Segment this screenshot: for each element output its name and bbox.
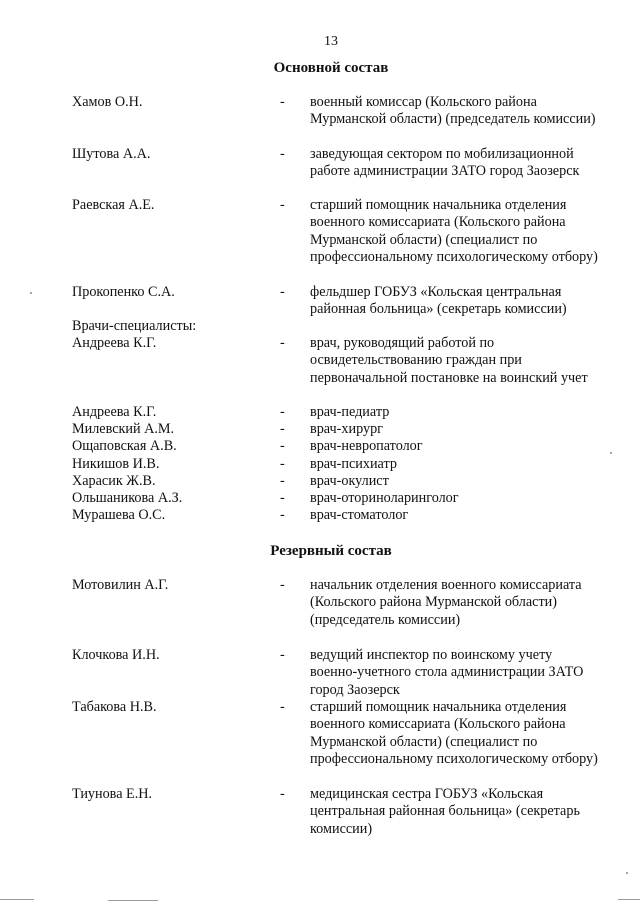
reserve-role: старший помощник начальника отделения военного комиссариата (Кольского района Мурманской области) (специалист по профессиональному психологическому отбору) bbox=[310, 699, 598, 768]
specialist-role: врач-невропатолог bbox=[310, 438, 423, 454]
member-dash: - bbox=[280, 94, 285, 110]
specialist-role: врач-окулист bbox=[310, 473, 389, 489]
reserve-dash: - bbox=[280, 786, 285, 802]
specialist-role: врач-психиатр bbox=[310, 456, 397, 472]
member-name: Шутова А.А. bbox=[72, 146, 151, 162]
specialist-role: врач-педиатр bbox=[310, 404, 390, 420]
specialist-dash: - bbox=[280, 335, 285, 351]
specialist-name: Ольшаникова А.З. bbox=[72, 490, 183, 506]
reserve-dash: - bbox=[280, 699, 285, 715]
specialist-name: Милевский А.М. bbox=[72, 421, 175, 437]
reserve-role: начальник отделения военного комиссариата (Кольского района Мурманской области) (председатель комиссии) bbox=[310, 577, 582, 628]
reserve-name: Тиунова Е.Н. bbox=[72, 786, 153, 802]
scan-artifact-line bbox=[0, 899, 34, 900]
member-role: старший помощник начальника отделения военного комиссариата (Кольского района Мурманской области) (специалист по профессиональному психологическому отбору) bbox=[310, 197, 598, 266]
specialist-role: врач-оториноларинголог bbox=[310, 490, 459, 506]
specialist-name: Харасик Ж.В. bbox=[72, 473, 156, 489]
member-name: Раевская А.Е. bbox=[72, 197, 155, 213]
specialist-role: врач-стоматолог bbox=[310, 507, 409, 523]
reserve-name: Мотовилин А.Г. bbox=[72, 577, 169, 593]
specialist-dash: - bbox=[280, 507, 285, 523]
member-role: заведующая сектором по мобилизационной работе администрации ЗАТО город Заозерск bbox=[310, 146, 580, 180]
member-role: фельдшер ГОБУЗ «Кольская центральная районная больница» (секретарь комиссии) bbox=[310, 284, 567, 318]
member-role: военный комиссар (Кольского района Мурманской области) (председатель комиссии) bbox=[310, 94, 596, 128]
specialist-name: Андреева К.Г. bbox=[72, 335, 157, 351]
reserve-role: медицинская сестра ГОБУЗ «Кольская центральная районная больница» (секретарь комиссии) bbox=[310, 786, 580, 837]
specialist-name: Андреева К.Г. bbox=[72, 404, 157, 420]
specialist-dash: - bbox=[280, 404, 285, 420]
specialist-dash: - bbox=[280, 490, 285, 506]
page-number: 13 bbox=[324, 34, 338, 49]
member-dash: - bbox=[280, 284, 285, 300]
scan-speck bbox=[626, 872, 628, 874]
specialist-name: Ощаповская А.В. bbox=[72, 438, 177, 454]
main-composition-title: Основной состав bbox=[273, 60, 389, 76]
reserve-composition-title: Резервный состав bbox=[270, 543, 392, 559]
specialist-dash: - bbox=[280, 421, 285, 437]
reserve-role: ведущий инспектор по воинскому учету военно-учетного стола администрации ЗАТО город Заозерск bbox=[310, 647, 584, 698]
reserve-name: Клочкова И.Н. bbox=[72, 647, 160, 663]
specialist-dash: - bbox=[280, 456, 285, 472]
reserve-dash: - bbox=[280, 647, 285, 663]
specialist-dash: - bbox=[280, 438, 285, 454]
specialist-dash: - bbox=[280, 473, 285, 489]
specialists-label: Врачи-специалисты: bbox=[72, 318, 197, 334]
scan-speck bbox=[610, 452, 612, 454]
scan-artifact-line bbox=[618, 899, 640, 900]
specialist-name: Никишов И.В. bbox=[72, 456, 160, 472]
scan-artifact-line bbox=[108, 900, 158, 901]
reserve-dash: - bbox=[280, 577, 285, 593]
scan-speck bbox=[30, 292, 32, 294]
member-name: Прокопенко С.А. bbox=[72, 284, 175, 300]
specialist-role: врач, руководящий работой по освидетельствованию граждан при первоначальной постановке на воинский учет bbox=[310, 335, 588, 386]
member-dash: - bbox=[280, 146, 285, 162]
reserve-name: Табакова Н.В. bbox=[72, 699, 157, 715]
specialist-role: врач-хирург bbox=[310, 421, 383, 437]
specialist-name: Мурашева О.С. bbox=[72, 507, 166, 523]
member-dash: - bbox=[280, 197, 285, 213]
member-name: Хамов О.Н. bbox=[72, 94, 143, 110]
